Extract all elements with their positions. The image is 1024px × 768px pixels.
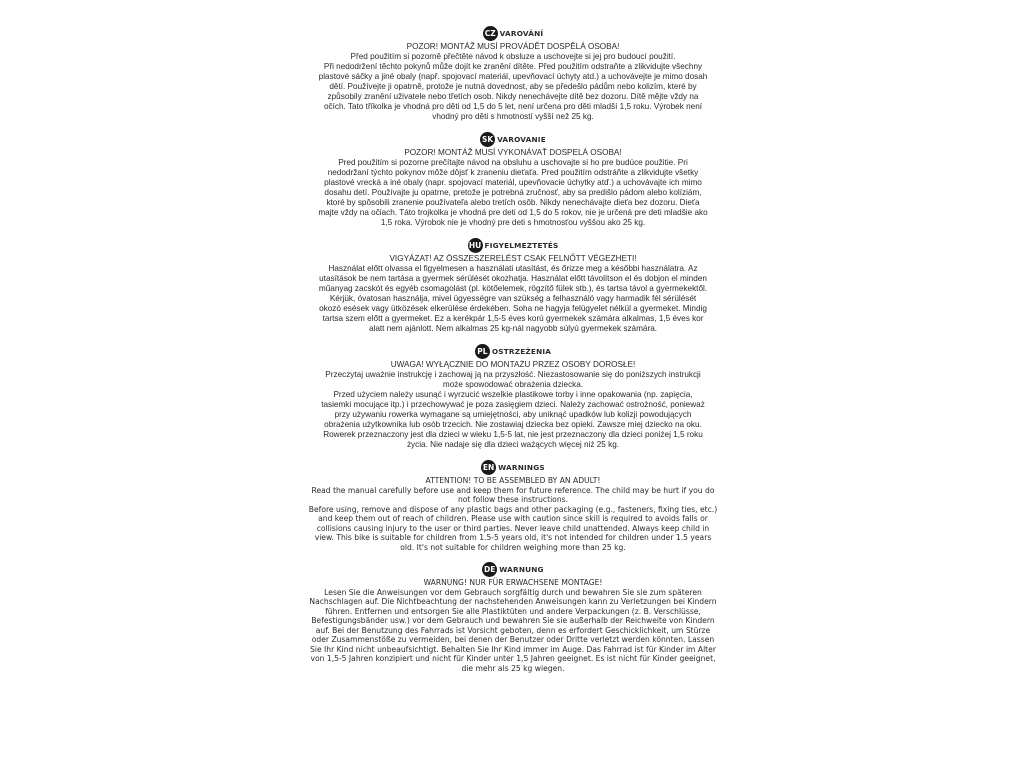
- section-title: WARNINGS: [498, 463, 545, 472]
- section-body: Před použitím si pozorně přečtěte návod k obsluze a uschovejte si jej pro budoucí použití. Při nedodržení těchto pokynů může dojít ke zranění dítěte. Před použitím odstraňte a zlikvidujte všechny plastové sáčky a jiné obaly (např. spojovací materiál, upevňovací úchyty atd.) a uchovávejte je mimo dosah dětí. Používejte ji opatrně, protože je nutná dovednost, aby se předešlo pádům nebo kolizím, které by způsobily zranění uživatele nebo třetích osob. Nikdy nenechávejte dítě bez dozoru. Dítě mějte vždy na očích. Tato tříkolka je vhodná pro děti od 1,5 do 5 let, není určena pro děti mladší 1,5 roku. Výrobek není vhodný pro děti s hmotností vyšší než 25 kg.: [318, 52, 708, 121]
- section-header: [308, 460, 718, 475]
- assembly-warning: UWAGA! WYŁĄCZNIE DO MONTAŻU PRZEZ OSOBY DOROSŁE!: [390, 360, 636, 369]
- language-badge-en: EN: [481, 460, 496, 475]
- assembly-warning: POZOR! MONTÁŽ MUSÍ PROVÁDĚT DOSPĚLÁ OSOBA!: [406, 42, 620, 51]
- section-cz: [318, 26, 708, 122]
- section-en: [308, 460, 718, 552]
- section-title: FIGYELMEZTETÉS: [484, 241, 559, 250]
- section-title: VAROVÁNÍ: [499, 29, 544, 38]
- language-badge-de: DE: [482, 562, 497, 577]
- section-pl: [318, 344, 708, 450]
- language-badge-cz: CZ: [483, 26, 498, 41]
- assembly-warning: ATTENTION! TO BE ASSEMBLED BY AN ADULT!: [425, 476, 601, 485]
- section-sk: [318, 132, 708, 228]
- section-header: [318, 132, 708, 147]
- section-hu: [318, 238, 708, 334]
- section-body: Read the manual carefully before use and keep them for future reference. The child may be hurt if you do not follow these instructions. Before using, remove and dispose of any plastic bags and other packaging (e.g., fasteners, fixing ties, etc.) and keep them out of reach of children. Please use with caution since skill is required to avoids falls or collisions causing injury to the user or third parties. Never leave child unattended. Always keep child in view. This bike is suitable for children from 1.5-5 years old, it's not intended for children under 1.5 years old. It's not suitable for children weighing more than 25 kg.: [308, 485, 718, 552]
- section-body: Használat előtt olvassa el figyelmesen a használati utasítást, és őrizze meg a későbbi használatra. Az utasítások be nem tartása a gyermek sérülését okozhatja. Használat előtt távolítson el és dobjon el minden műanyag zacskót és egyéb csomagolást (pl. kötőelemek, rögzítő fülek stb.), és tartsa távol a gyermekektől. Kérjük, óvatosan használja, mivel ügyességre van szükség a felhasználó vagy harmadik fél sérülését okozó esések vagy ütközések elkerülése érdekében. Soha ne hagyja felügyelet nélkül a gyermeket. Mindig tartsa szem előtt a gyermeket. Ez a kerékpár 1,5-5 éves korú gyermekek számára alkalmas, 1,5 éves kor alatt nem ajánlott. Nem alkalmas 25 kg-nál nagyobb súlyú gyermekek számára.: [318, 264, 708, 333]
- language-badge-sk: SK: [480, 132, 495, 147]
- section-title: OSTRZEŻENIA: [491, 347, 552, 356]
- assembly-warning: WARNUNG! NUR FÜR ERWACHSENE MONTAGE!: [423, 578, 603, 587]
- section-header: [308, 562, 718, 577]
- section-body: Przeczytaj uważnie instrukcję i zachowaj ją na przyszłość. Niezastosowanie się do poniższych instrukcji może spowodować obrażenia dziecka. Przed użyciem należy usunąć i wyrzucić wszelkie plastikowe torby i inne opakowania (np. zapięcia, tasiemki mocujące itp.) i przechowywać je poza zasięgiem dzieci. Należy zachować ostrożność, ponieważ przy używaniu rowerka wymagane są umiejętności, aby uniknąć upadków lub kolizji powodujących obrażenia użytkownika lub osób trzecich. Nie zostawiaj dziecka bez opieki. Zawsze miej dziecko na oku. Rowerek przeznaczony jest dla dzieci w wieku 1,5-5 lat, nie jest przeznaczony dla dzieci poniżej 1,5 roku życia. Nie nadaje się dla dzieci ważących więcej niż 25 kg.: [321, 370, 705, 449]
- section-body: Lesen Sie die Anweisungen vor dem Gebrauch sorgfältig durch und bewahren Sie sie zum späteren Nachschlagen auf. Die Nichtbeachtung der nachstehenden Anweisungen kann zu Verletzungen bei Kindern führen. Entfernen und entsorgen Sie alle Plastiktüten und andere Verpackungen (z. B. Verschlüsse, Befestigungsbänder usw.) vor dem Gebrauch und bewahren Sie sie außerhalb der Reichweite von Kindern auf. Bei der Benutzung des Fahrrads ist Vorsicht geboten, denn es erfordert Geschicklichkeit, um Stürze oder Zusammenstöße zu vermeiden, bei denen der Benutzer oder Dritte verletzt werden könnten. Lassen Sie Ihr Kind nicht unbeaufsichtigt. Behalten Sie Ihr Kind immer im Auge. Das Fahrrad ist für Kinder im Alter von 1,5-5 Jahren konzipiert und nicht für Kinder unter 1,5 Jahren geeignet. Es ist nicht für Kinder geeignet, die mehr als 25 kg wiegen.: [309, 587, 717, 673]
- section-de: [308, 562, 718, 673]
- section-body: Pred použitím si pozorne prečítajte návod na obsluhu a uschovajte si ho pre budúce použitie. Pri nedodržaní týchto pokynov môže dôjsť k zraneniu dieťaťa. Pred použitím odstráňte a zlikvidujte všetky plastové vrecká a iné obaly (napr. spojovací materiál, upevňovacie úchytky atď.) a uchovávajte ich mimo dosahu detí. Používajte ju opatrne, pretože je potrebná zručnosť, aby sa predišlo pádom alebo kolíziám, ktoré by spôsobili zranenie používateľa alebo tretích osôb. Nikdy nenechávajte dieťa bez dozoru. Dieťa majte vždy na očiach. Táto trojkolka je vhodná pre deti od 1,5 do 5 rokov, nie je určená pre deti mladšie ako 1,5 roka. Výrobok nie je vhodný pre deti s hmotnosťou vyššou ako 25 kg.: [318, 158, 708, 227]
- section-header: [318, 238, 708, 253]
- warnings-document: [308, 26, 718, 683]
- section-header: [318, 26, 708, 41]
- section-header: [318, 344, 708, 359]
- language-badge-hu: HU: [468, 238, 483, 253]
- section-title: WARNUNG: [499, 565, 544, 574]
- section-title: VAROVANIE: [497, 135, 546, 144]
- language-badge-pl: PL: [475, 344, 490, 359]
- assembly-warning: POZOR! MONTÁŽ MUSÍ VYKONÁVAŤ DOSPELÁ OSOBA!: [404, 148, 622, 157]
- assembly-warning: VIGYÁZAT! AZ ÖSSZESZERELÉST CSAK FELNŐTT VÉGEZHETI!: [389, 254, 637, 263]
